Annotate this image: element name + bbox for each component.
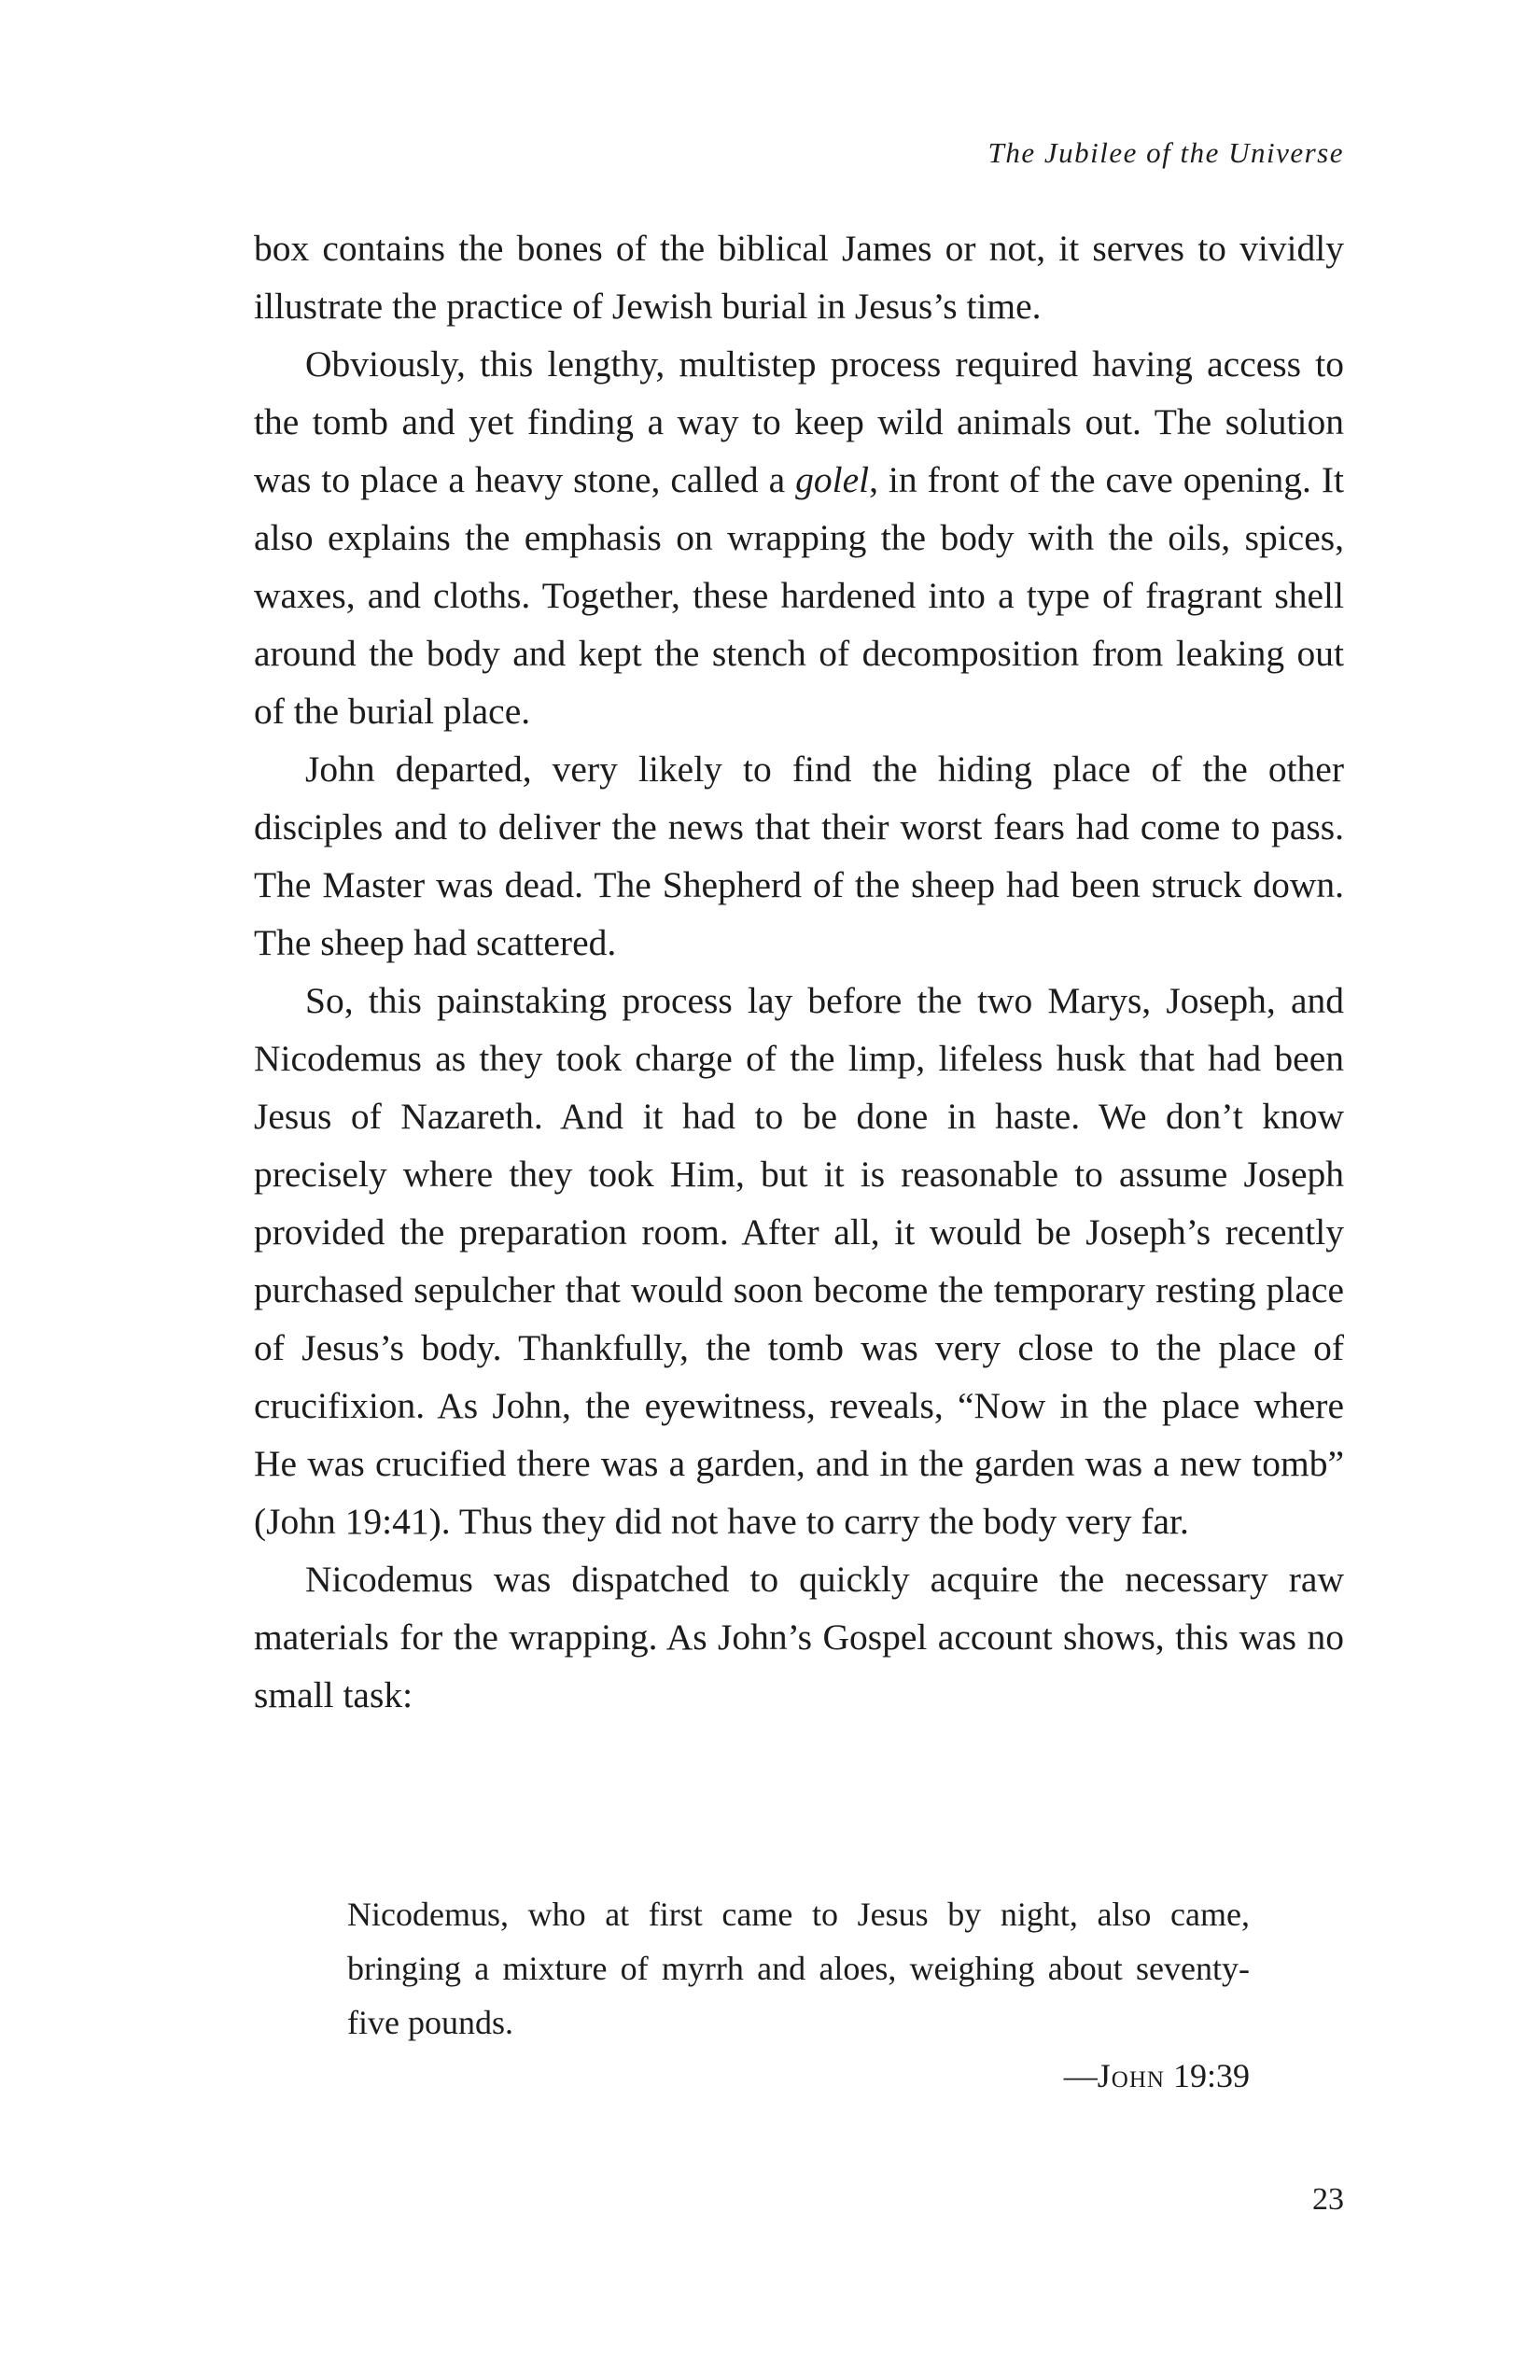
paragraph-golel xyxy=(254,335,1344,740)
page-number: 23 xyxy=(1312,2182,1344,2217)
quote-attribution xyxy=(347,2050,1250,2102)
paragraph-text-before: Obviously, this lengthy, multistep process required having access to the tomb and yet finding a way to keep wild animals out. The solution was to place a heavy stone, called a xyxy=(254,343,1344,500)
emphasis-golel: golel xyxy=(795,459,870,500)
attribution-reference: 19:39 xyxy=(1164,2057,1250,2094)
body-text xyxy=(254,219,1344,1724)
paragraph-john-departed: John departed, very likely to find the hiding place of the other disciples and to deliver the news that their worst fears had come to pass. The Master was dead. The Shepherd of the sheep had been struck down. The sheep had scattered. xyxy=(254,749,1344,963)
block-quote xyxy=(347,1887,1250,2102)
paragraph-text-after: , in front of the cave opening. It also explains the emphasis on wrapping the body with the oils, spices, waxes, and cloths. Together, these hardened into a type of fragrant shell around the body and kept the stench of decomposition from leaking out of the burial place. xyxy=(254,459,1344,732)
attribution-dash: — xyxy=(1063,2057,1098,2094)
paragraph-nicodemus: Nicodemus was dispatched to quickly acquire the necessary raw materials for the wrapping. As John’s Gospel account shows, this was no small task: xyxy=(254,1559,1344,1715)
running-header: The Jubilee of the Universe xyxy=(987,136,1344,169)
attribution-book: John xyxy=(1097,2057,1165,2094)
paragraph-painstaking-process: So, this painstaking process lay before the two Marys, Joseph, and Nicodemus as they took charge of the limp, lifeless husk that had been Jesus of Nazareth. And it had to be done in haste. We don’t know precisely where they took Him, but it is reasonable to assume Joseph provided the preparation room. After all, it would be Joseph’s recently purchased sepulcher that would soon become the temporary resting place of Jesus’s body. Thankfully, the tomb was very close to the place of crucifixion. As John, the eyewitness, reveals, “Now in the place where He was crucified there was a garden, and in the garden was a new tomb” (John 19:41). Thus they did not have to carry the body very far. xyxy=(254,980,1344,1542)
quote-text: Nicodemus, who at first came to Jesus by night, also came, bringing a mixture of myrrh and aloes, weighing about seventy-five pounds. xyxy=(347,1896,1250,2041)
paragraph-continued: box contains the bones of the biblical James or not, it serves to vividly illustrate the practice of Jewish burial in Jesus’s time. xyxy=(254,228,1344,327)
